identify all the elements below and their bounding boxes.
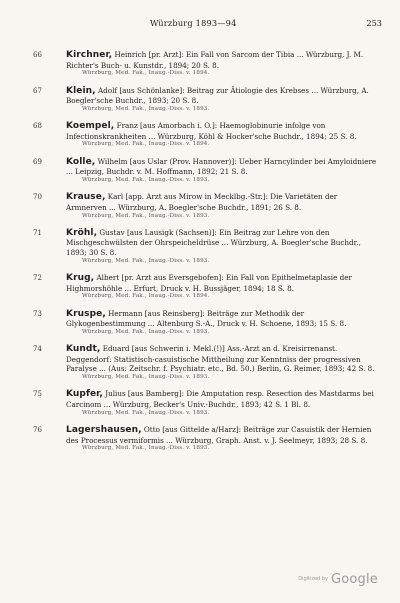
bibliography-entry [0,86,400,114]
entry-text: Julius [aus Bamberg]: Die Amputation resp. Resection des Mastdarms bei Carcinom ... Würzburg, Becker's Univ.-Buchdr., 1893; 42 S. 1 Bl. 8. [66,389,374,409]
entry-note: Würzburg, Med. Fak., Inaug.-Diss. v. 1893. [82,328,210,335]
bibliography-entry [0,389,400,417]
entry-number: 72 [33,274,42,283]
entry-note: Würzburg, Med. Fak., Inaug.-Diss. v. 1894. [82,70,210,77]
bibliography-entry [0,228,400,265]
author-name: Kirchner, [66,50,113,60]
entry-body [66,389,380,409]
entry-body [66,228,380,258]
entry-note: Würzburg, Med. Fak., Inaug.-Diss. v. 1894. [82,141,210,148]
author-name: Koempel, [66,121,115,132]
entry-text: Adolf [aus Schönlanke]: Beitrag zur Ätiologie des Krebses ... Würzburg, A. Boegler'sche Buchdr., 1893; 20 S. 8. [66,85,369,106]
entry-number: 69 [33,157,42,166]
bibliography-entry [0,273,400,301]
entry-number: 66 [33,51,42,59]
author-name: Kolle, [66,156,96,167]
author-name: Lagershausen, [66,424,142,435]
entry-body [66,425,380,445]
author-name: Kundt, [66,344,101,355]
entry-text: Wilhelm [aus Uslar (Prov. Hannover)]: Ueber Harncylinder bei Amyloidniere ... Leipzig, Buchdr. v. M. Hoffmann, 1892; 21 S. 8. [66,156,377,177]
bibliography-entry [0,157,400,185]
entry-number: 68 [33,122,42,131]
entry-note: Würzburg, Med. Fak., Inaug.-Diss. v. 1893. [82,105,210,112]
bibliography-entry [0,50,400,78]
entry-body [66,309,380,329]
entry-number: 75 [33,390,42,399]
entry-text: Gustav [aus Lausigk (Sachsen)]: Ein Beitrag zur Lehre von den Mischgeschwülsten der Ohrspeicheldrüse ... Würzburg, A. Boegler'sche Buchdr., 1893; 30 S. 8. [66,227,361,258]
bibliography-entry [0,425,400,453]
bibliography-entry [0,344,400,381]
entry-body [66,157,380,177]
entry-text: Karl [app. Arzt aus Mirow in Mecklbg.-Str.]: Die Varietäten der Armnerven ... Würzburg, A. Boegler'sche Buchdr., 1891; 26 S. 8. [66,192,338,212]
entry-body [66,273,380,293]
entry-note: Würzburg, Med. Fak., Inaug.-Diss. v. 1893. [82,176,210,183]
entry-note: Würzburg, Med. Fak., Inaug.-Diss. v. 1893. [82,445,210,452]
author-name: Krug, [66,273,95,284]
entry-text: Otto [aus Gittelde a/Harz]: Beiträge zur Casuistik der Hernien des Processus vermiformis ... Würzburg, Graph. Anst. v. J. Seelmeyr, 1893; 28 S. 8. [66,424,372,445]
entry-body [66,344,380,374]
entry-note: Würzburg, Med. Fak., Inaug.-Diss. v. 1893. [82,409,210,416]
bibliography-entry [0,309,400,337]
author-name: Klein, [66,85,96,96]
entry-number: 76 [33,425,42,434]
entry-text: Hermann [aus Reinsberg]: Beiträge zur Methodik der Glykogenbestimmung ... Altenburg S.-A., Druck v. H. Schoene, 1893; 15 S. 8. [66,308,347,329]
watermark-prefix: Digitized by [298,575,328,582]
entry-number: 67 [33,86,42,95]
running-header [0,18,400,32]
author-name: Kröhl, [66,227,98,238]
bibliography-entry [0,121,400,149]
entry-body [66,121,380,141]
bibliography-entry [0,192,400,220]
author-name: Kruspe, [66,308,106,319]
google-logo: Google [330,572,378,587]
author-name: Kupfer, [66,389,103,400]
entry-list [0,50,400,461]
entry-text: Albert [pr. Arzt aus Eversgebofen]: Ein Fall von Epithelmetaplasie der Highmorshöhle ... Erfurt, Druck v. H. Bussjäger, 1894; 18 S. 8. [66,273,352,293]
entry-number: 74 [33,345,42,354]
entry-number: 73 [33,309,42,318]
header-title: Würzburg 1893—94 [150,18,237,28]
entry-note: Würzburg, Med. Fak., Inaug.-Diss. v. 1894. [82,293,210,300]
entry-number: 70 [33,193,42,202]
entry-body [66,192,380,212]
entry-note: Würzburg, Med. Fak., Inaug.-Diss. v. 1893. [82,257,210,264]
entry-number: 71 [33,228,42,237]
entry-body [66,50,380,70]
entry-body [66,86,380,106]
author-name: Krause, [66,192,106,203]
entry-text: Eduard [aus Schwerin i. Mekl.(!)] Ass.-Arzt an d. Kreisirrenanst. Deggendorf: Statistisch-casuistische Mittheilung zur Kenntniss der progressiven Paralyse ... (Aus: Zeitschr. f. Psychiatr. etc., Bd. 50.) Berlin, G. Reimer, 1893; 42 S. 8. [66,344,375,374]
entry-text: Heinrich [pr. Arzt]: Ein Fall von Sarcom der Tibia ... Würzburg, J. M. Richter's Buch- u. Kunstdr., 1894; 20 S. 8. [66,50,364,70]
digitized-watermark [298,568,378,587]
page-number: 253 [366,18,382,28]
entry-note: Würzburg, Med. Fak., Inaug.-Diss. v. 1893. [82,212,210,219]
entry-text: Franz [aus Amorbach i. O.]: Haemoglobinurie infolge von Infectionskrankheiten ... Würzburg, Köhl & Hocker'sche Buchdr., 1894; 25 S. 8. [66,121,357,141]
entry-note: Würzburg, Med. Fak., Inaug.-Diss. v. 1893. [82,374,210,380]
